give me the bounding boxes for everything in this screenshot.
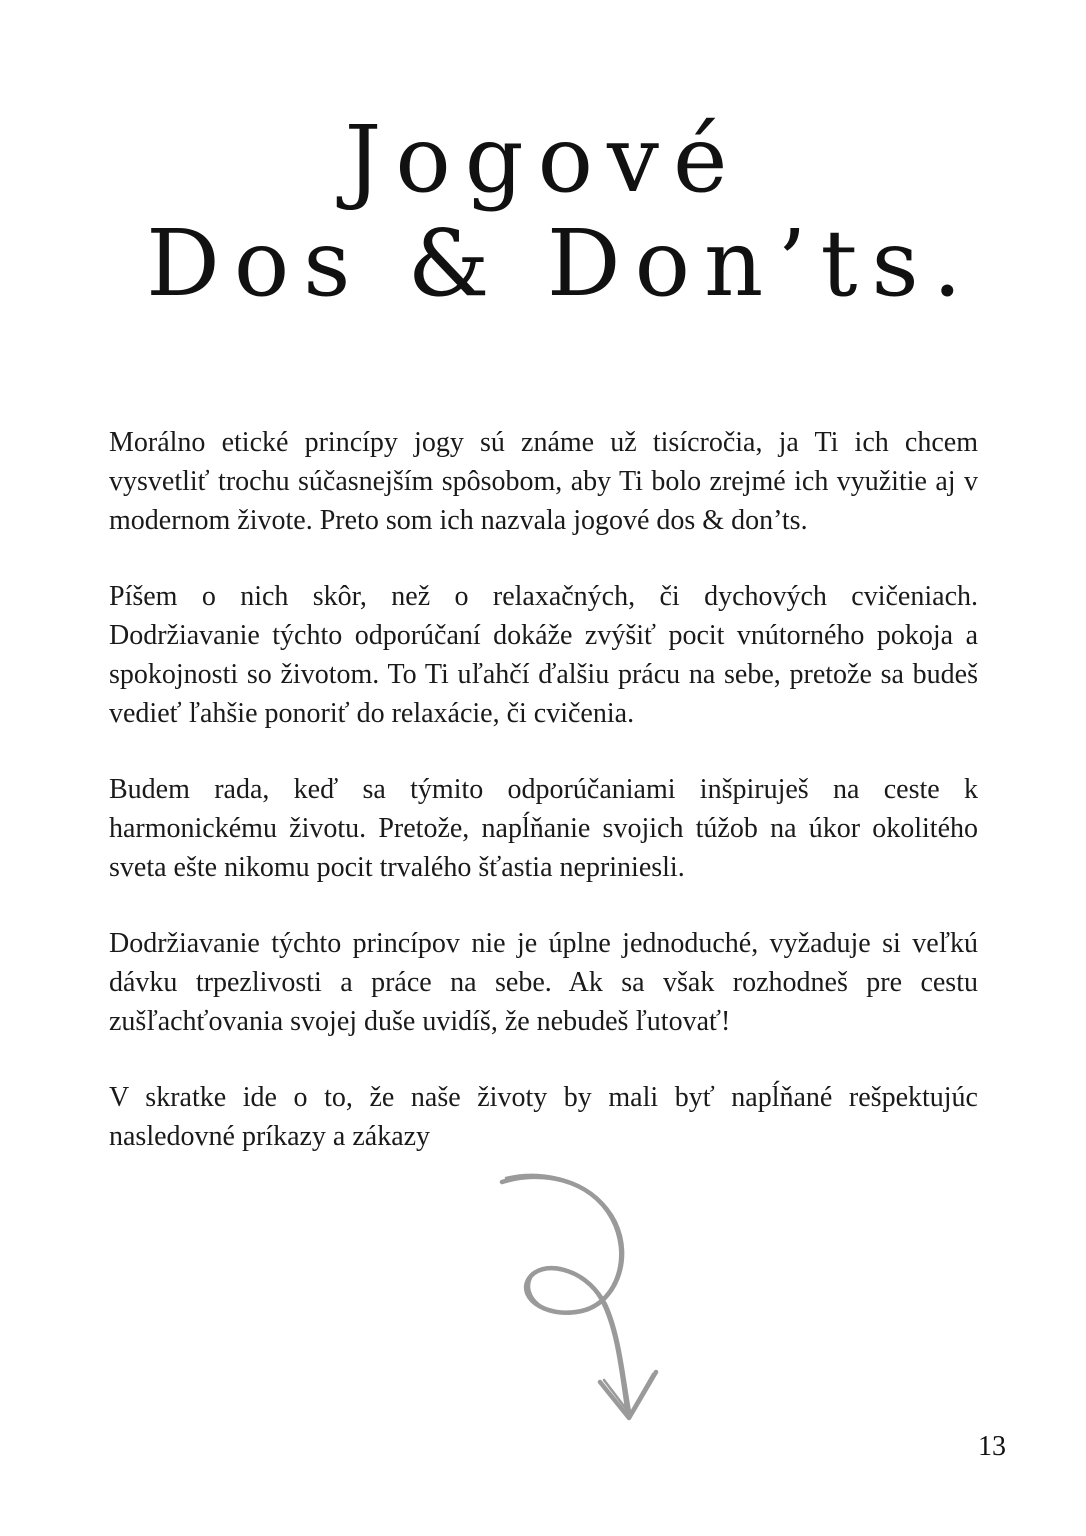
page-title-line-1: Jogové: [344, 106, 742, 213]
body-text: [109, 423, 978, 1193]
page-title-line-2: Dos & Don’ts.: [146, 210, 976, 317]
page-title: [0, 108, 1086, 316]
page-number: 13: [978, 1431, 1006, 1462]
paragraph-benefits: Píšem o nich skôr, než o relaxačných, či dychových cvičeniach. Dodržiavanie týchto odporúčaní dokáže zvýšiť pocit vnútorného pokoja a spokojnosti so životom. To Ti uľahčí ďalšiu prácu na sebe, pretože sa budeš vedieť ľahšie ponoriť do relaxácie, či cvičenia.: [109, 581, 978, 729]
paragraph-inspiration: Budem rada, keď sa týmito odporúčaniami inšpiruješ na ceste k harmonickému životu. Pretože, napĺňanie svojich túžob na úkor okolitého sveta ešte nikomu pocit trvalého šťastia nepriniesli.: [109, 774, 978, 883]
paragraph-summary: V skratke ide o to, že naše životy by mali byť napĺňané rešpektujúc nasledovné príkazy a zákazy: [109, 1082, 978, 1152]
curly-arrow-down-icon: [480, 1160, 680, 1430]
paragraph-intro: Morálno etické princípy jogy sú známe už tisícročia, ja Ti ich chcem vysvetliť trochu súčasnejším spôsobom, aby Ti bolo zrejmé ich využitie aj v modernom živote. Preto som ich nazvala jogové dos & don’ts.: [109, 427, 978, 536]
paragraph-difficulty: Dodržiavanie týchto princípov nie je úplne jednoduché, vyžaduje si veľkú dávku trpezlivosti a práce na sebe. Ak sa však rozhodneš pre cestu zušľachťovania svojej duše uvidíš, že nebudeš ľutovať!: [109, 928, 978, 1037]
